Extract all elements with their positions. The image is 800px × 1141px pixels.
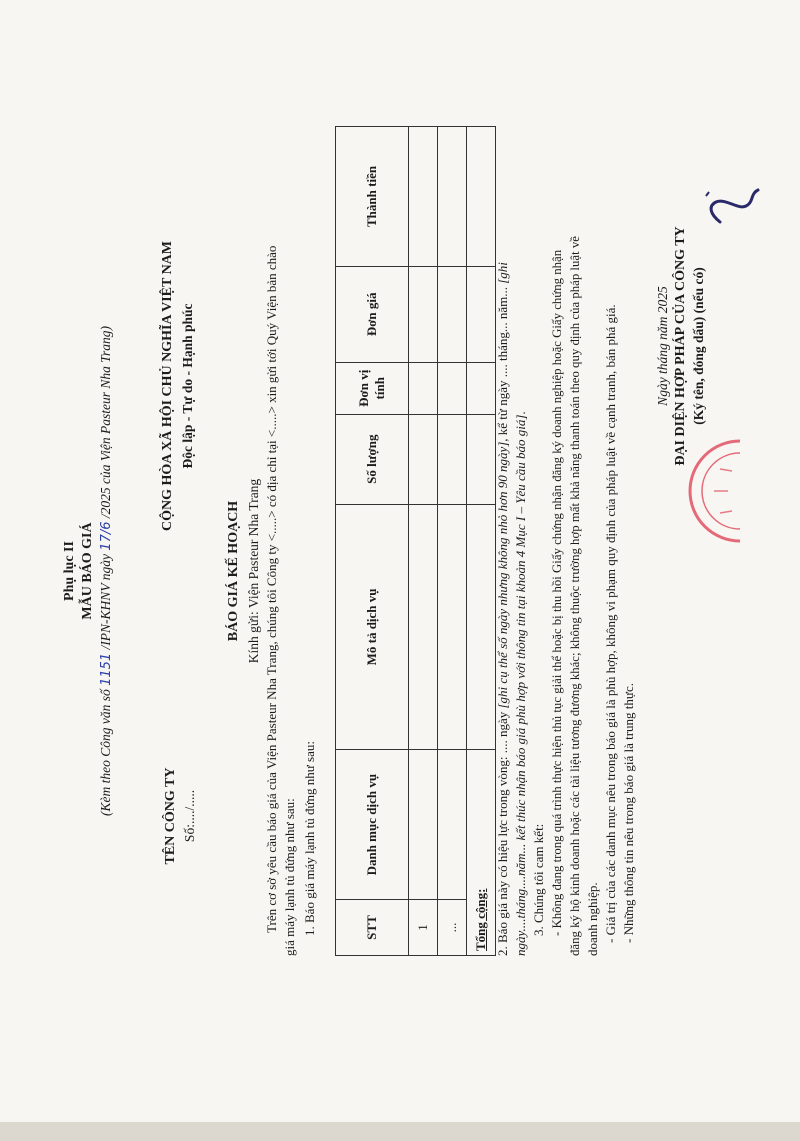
row-1-quantity (409, 414, 438, 504)
row-1-stt: 1 (409, 900, 438, 956)
company-doc-number: Số:..../..... (182, 789, 197, 843)
row-1-price (409, 266, 438, 362)
commit-2: - Giá trị của các danh mục nêu trong báo giá là phù hợp, không vi phạm quy định của pháp luật về cạnh tranh, bán phá giá. (603, 304, 618, 943)
appendix-subtitle: MẪU BÁO GIÁ (80, 522, 95, 620)
reference-suffix: /2025 của Viện Pasteur Nha Trang) (98, 325, 113, 522)
commit-3: - Những thông tin nêu trong báo giá là trung thực. (621, 683, 636, 943)
plan-recipient: Kính gửi: Viện Pasteur Nha Trang (246, 478, 261, 664)
reference-prefix: (Kèm theo Công văn số (98, 685, 113, 817)
row-2-description (438, 504, 467, 750)
signature-note: (Ký tên, đóng dấu) (nếu có) (691, 267, 706, 425)
signature-representative: ĐẠI DIỆN HỢP PHÁP CỦA CÔNG TY (673, 226, 688, 466)
header-service-category: Danh mục dịch vụ (336, 750, 409, 900)
validity-text-c: , kể từ ngày .... tháng... năm... (495, 283, 510, 442)
item-1-heading: 1. Báo giá máy lạnh tủ đứng như sau: (302, 741, 317, 936)
reference-number-handwritten: 1151 (99, 652, 114, 686)
total-unit (467, 362, 496, 414)
header-quantity: Số lượng (336, 414, 409, 504)
table-header-row (336, 127, 409, 956)
validity-text-a: 2. Báo giá này có hiệu lực trong vòng: .... ngày (495, 708, 510, 956)
row-2-quantity (438, 414, 467, 504)
signature-mark-icon (700, 176, 770, 236)
reference-middle: /IPN-KHNV ngày (98, 550, 113, 653)
scan-edge-strip (0, 1122, 800, 1141)
table-row (409, 127, 438, 956)
intro-line-1: Trên cơ sở yêu cầu báo giá của Viện Pasteur Nha Trang, chúng tôi Công ty <.....> có địa chỉ tại <.....> xin gửi tới Quý Viện bản chào (264, 245, 279, 933)
signature-date: Ngày tháng năm 2025 (655, 286, 670, 406)
total-amount (467, 127, 496, 267)
commit-1-line-2: đăng ký hộ kinh doanh hoặc các tài liệu tương đương khác; không thuộc trường hợp mất khả năng thanh toán theo quy định của pháp luật về (568, 236, 582, 956)
header-unit: Đơn vị tính (336, 362, 409, 414)
header-stt: STT (336, 900, 409, 956)
company-stamp-icon (670, 421, 800, 561)
company-name: TÊN CÔNG TY (163, 767, 178, 865)
validity-line-2 (513, 411, 529, 956)
republic-name: CỘNG HÒA XÃ HỘI CHỦ NGHĨA VIỆT NAM (160, 240, 175, 532)
row-1-category (409, 750, 438, 900)
total-description (467, 504, 496, 750)
validity-line-1 (495, 262, 511, 956)
commit-1-line-1: - Không đang trong quá trình thực hiện thủ tục giải thể hoặc bị thu hồi Giấy chứng nhận đăng ký doanh nghiệp hoặc Giấy chứng nhận (550, 249, 564, 936)
commit-1-line-3: doanh nghiệp. (585, 882, 600, 956)
row-1-description (409, 504, 438, 750)
validity-text-e: ngày....tháng....năm... kết thúc nhận báo giá phù hợp với thông tin tại khoản 4 Mục I – Yêu cầu báo giá] (513, 414, 528, 956)
republic-motto: Độc lập - Tự do - Hạnh phúc (180, 303, 195, 469)
appendix-reference (98, 326, 115, 816)
total-label: Tổng cộng: (473, 888, 488, 951)
row-2-stt: ... (438, 900, 467, 956)
commit-title: 3. Chúng tôi cam kết: (531, 823, 546, 936)
validity-text-f: . (513, 411, 528, 415)
total-price (467, 266, 496, 362)
total-label-cell (467, 750, 496, 956)
row-1-unit (409, 362, 438, 414)
reference-date-handwritten: 17/6 (99, 521, 114, 551)
table-total-row (467, 127, 496, 956)
header-service-description: Mô tả dịch vụ (336, 504, 409, 750)
row-2-unit (438, 362, 467, 414)
intro-line-2: giá máy lạnh tủ đứng như sau: (282, 798, 297, 956)
header-amount: Thành tiền (336, 127, 409, 267)
row-2-category (438, 750, 467, 900)
plan-title: BÁO GIÁ KẾ HOẠCH (226, 500, 241, 642)
total-quantity (467, 414, 496, 504)
validity-text-b: [ghi cụ thể số ngày nhưng không nhỏ hơn 90 ngày] (495, 441, 510, 709)
quote-table (335, 126, 496, 956)
table-row (438, 127, 467, 956)
row-2-amount (438, 127, 467, 267)
header-unit-price: Đơn giá (336, 266, 409, 362)
appendix-title: Phụ lục II (62, 541, 77, 601)
validity-text-d: [ghi (495, 262, 510, 284)
row-1-amount (409, 127, 438, 267)
row-2-price (438, 266, 467, 362)
